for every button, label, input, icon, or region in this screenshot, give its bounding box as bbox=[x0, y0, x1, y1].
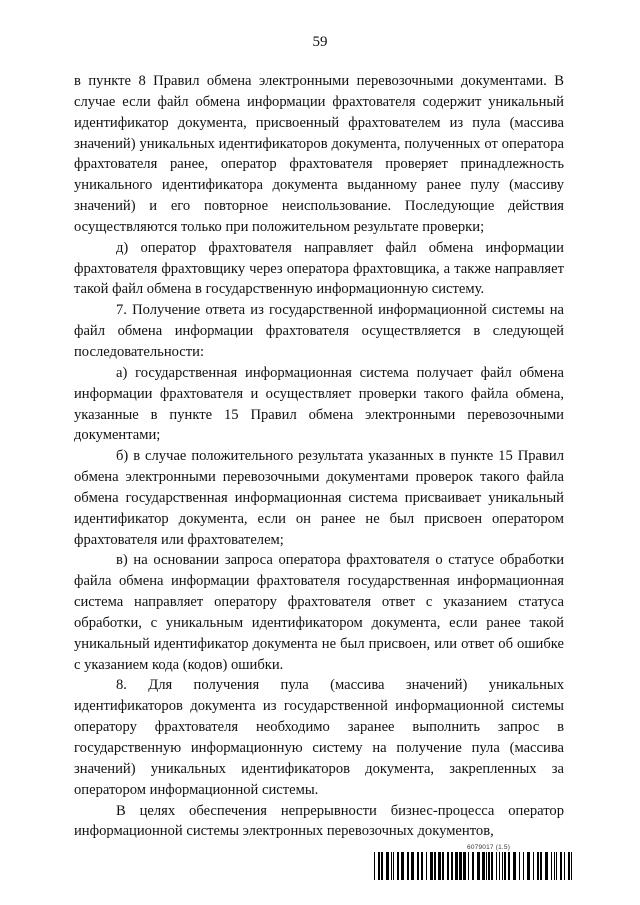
paragraph: в) на основании запроса оператора фрахтователя о статусе обработки файла обмена информации фрахтователя государственная информационная система направляет оператору фрахтователя ответ с указанием статуса обработки, с уникальным идентификатором документа, если ранее такой уникальный идентификатор документа не был присвоен, или ответ об ошибке с указанием кода (кодов) ошибки. bbox=[74, 552, 564, 673]
paragraph: 8. Для получения пула (массива значений) уникальных идентификаторов документа из государственной информационной системы оператору фрахтователя необходимо заранее выполнить запрос в государственную информационную систему на получение пула (массива значений) уникальных идентификаторов документа, закрепленных за оператором информационной системы. bbox=[74, 677, 564, 798]
barcode bbox=[374, 852, 574, 880]
barcode-gap bbox=[572, 852, 574, 880]
paragraph: В целях обеспечения непрерывности бизнес-процесса оператор информационной системы электронных перевозочных документов, bbox=[74, 802, 564, 840]
paragraph: а) государственная информационная система получает файл обмена информации фрахтователя и осуществляет проверки такого файла обмена, указанные в пункте 15 Правил обмена электронными перевозочными документами; bbox=[74, 364, 564, 444]
paragraph: б) в случае положительного результата указанных в пункте 15 Правил обмена электронными перевозочными документами проверок такого файла обмена государственная информационная система присваивает уникальный идентификатор документа, если он ранее не был присвоен оператором фрахтователя или фрахтователем; bbox=[74, 448, 564, 548]
paragraph: д) оператор фрахтователя направляет файл обмена информации фрахтователя фрахтовщику через оператора фрахтовщика, а также направляет такой файл обмена в государственную информационную систему. bbox=[74, 239, 564, 298]
body-text bbox=[74, 71, 564, 842]
paragraph: в пункте 8 Правил обмена электронными перевозочными документами. В случае если файл обмена информации фрахтователя содержит уникальный идентификатор документа, присвоенный фрахтователем из пула (массива значений) уникальных идентификаторов документа, полученных от оператора фрахтователя ранее, оператор фрахтователя проверяет принадлежность уникального идентификатора документа выданному ранее пулу (массиву значений) и его повторное неиспользование. Последующие действия осуществляются только при положительном результате проверки; bbox=[74, 73, 564, 235]
document-code: 6079017 (1.5) bbox=[467, 844, 511, 851]
paragraph: 7. Получение ответа из государственной информационной системы на файл обмена информации фрахтователя осуществляется в следующей последовательности: bbox=[74, 302, 564, 360]
page-number: 59 bbox=[312, 34, 328, 50]
